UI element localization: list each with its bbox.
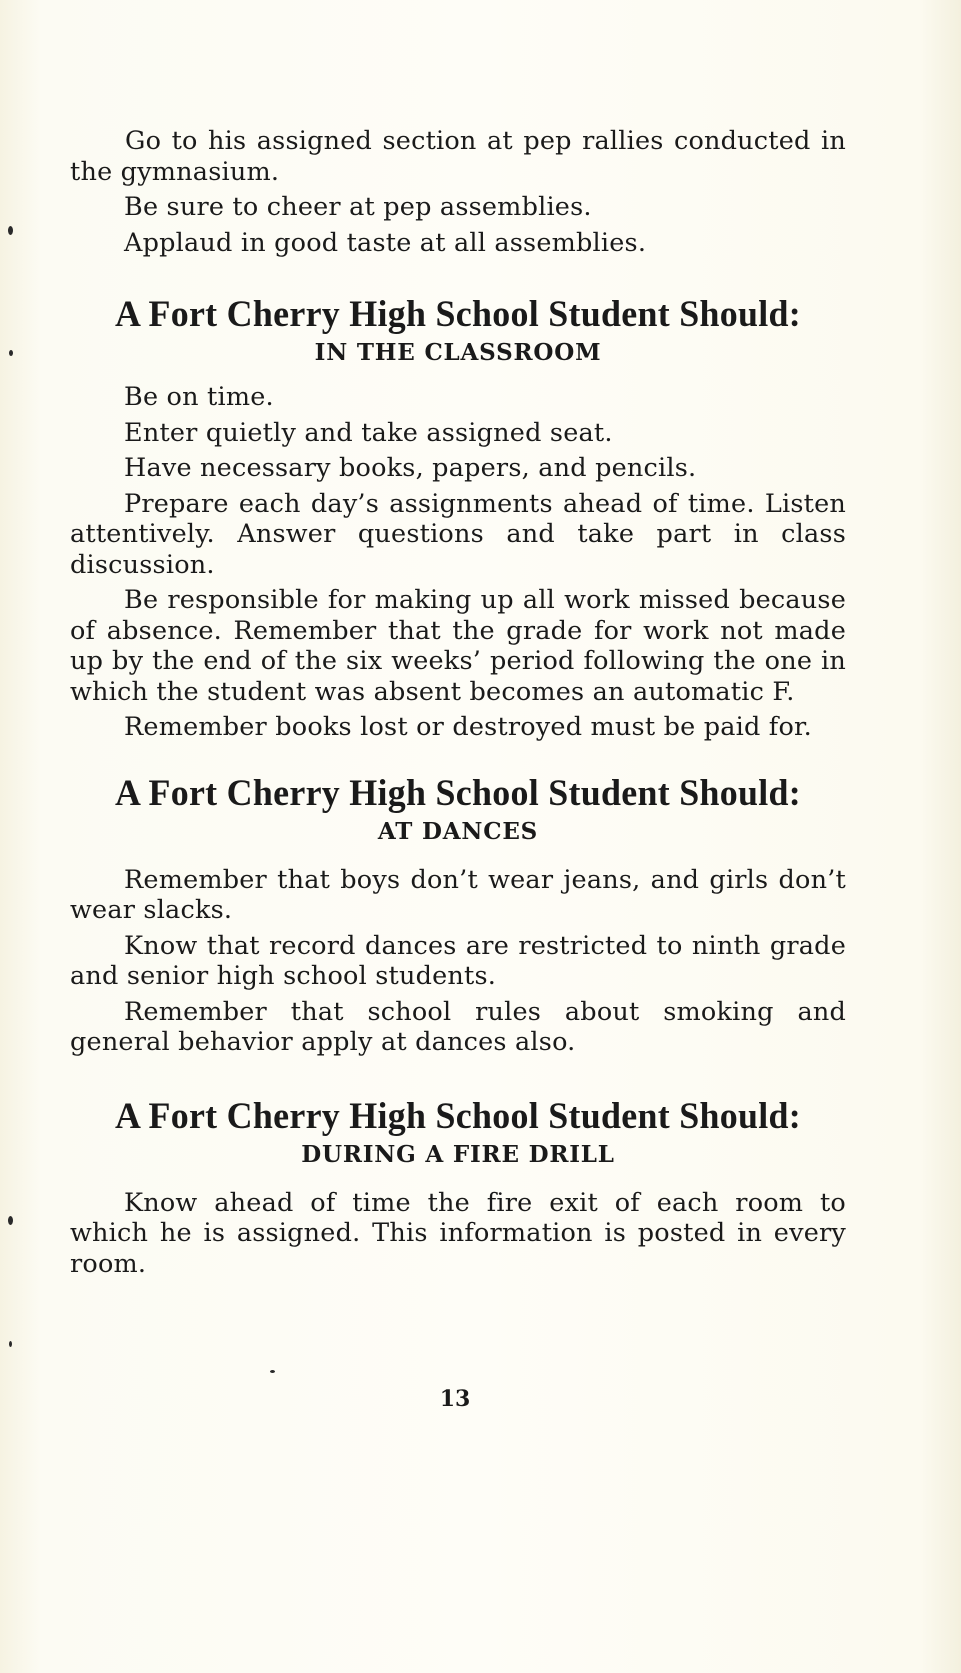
section-paragraph: Prepare each day’s assignments ahead of time. Listen attentively. Answer questions and take part in class discussion.: [70, 488, 846, 580]
section-fire-drill: [70, 1096, 846, 1280]
intro-block: [70, 126, 846, 258]
section-paragraph: Have necessary books, papers, and pencils.: [124, 453, 697, 483]
section-classroom: [70, 294, 846, 743]
scan-speck: [9, 350, 13, 356]
intro-paragraph: Be sure to cheer at pep assemblies.: [124, 192, 592, 222]
section-paragraph: Be on time.: [124, 382, 274, 412]
section-subheading: DURING A FIRE DRILL: [301, 1140, 615, 1168]
section-paragraph: Enter quietly and take assigned seat.: [124, 417, 613, 448]
page-content: [70, 126, 846, 1284]
scan-speck: [8, 1216, 13, 1225]
section-paragraph: Be responsible for making up all work missed because of absence. Remember that the grade for work not made up by the end of the six weeks’ period following the one in which the student was absent becomes an automatic F.: [70, 585, 846, 707]
section-heading: A Fort Cherry High School Student Should:: [115, 1095, 801, 1137]
page-number: 13: [439, 1386, 471, 1412]
section-paragraph: Know ahead of time the fire exit of each room to which he is assigned. This information is posted in every room.: [70, 1187, 846, 1279]
section-subheading: IN THE CLASSROOM: [314, 339, 602, 366]
section-paragraph: Know that record dances are restricted to ninth grade and senior high school students.: [70, 930, 846, 991]
section-paragraph: Remember that boys don’t wear jeans, and girls don’t wear slacks.: [70, 864, 846, 925]
intro-paragraph: Go to his assigned section at pep rallies conducted in the gymnasium.: [70, 126, 846, 187]
scan-speck: [8, 226, 13, 235]
section-heading: A Fort Cherry High School Student Should:: [115, 772, 801, 814]
section-heading: A Fort Cherry High School Student Should:: [115, 294, 801, 335]
scan-speck: [270, 1370, 275, 1373]
section-paragraph: Remember books lost or destroyed must be paid for.: [124, 712, 812, 742]
section-paragraph: Remember that school rules about smoking and general behavior apply at dances also.: [70, 996, 846, 1057]
scan-speck: [9, 1341, 12, 1347]
section-dances: [70, 773, 846, 1058]
section-subheading: AT DANCES: [377, 817, 539, 845]
intro-paragraph: Applaud in good taste at all assemblies.: [124, 227, 647, 258]
